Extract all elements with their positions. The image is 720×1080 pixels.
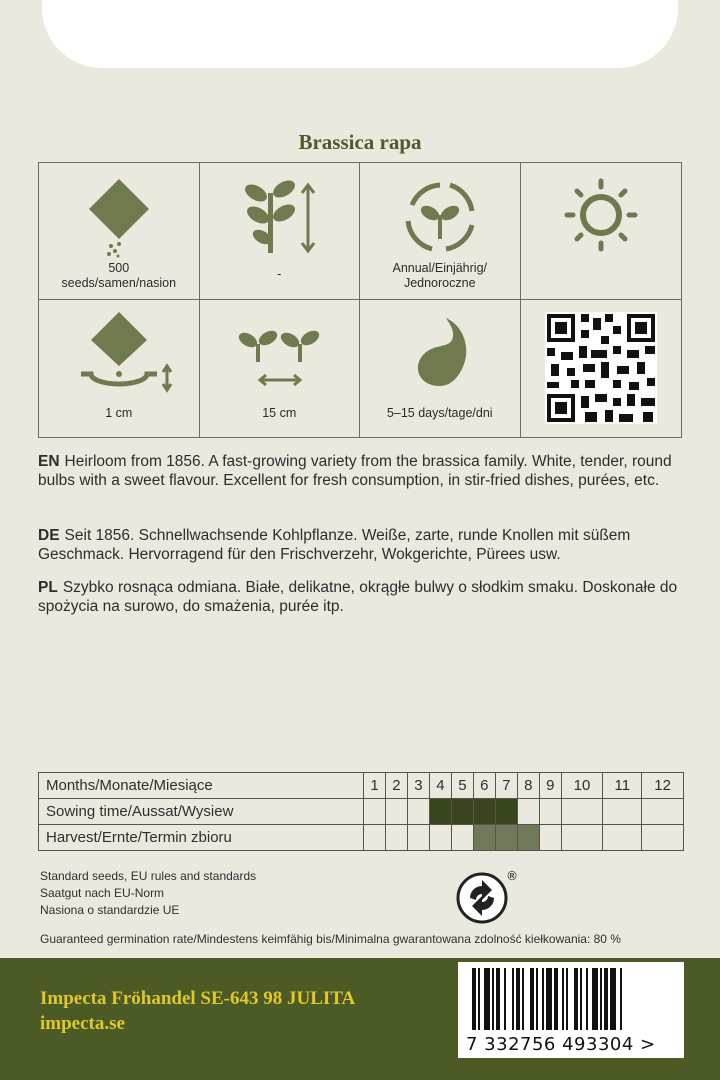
barcode-bar xyxy=(546,968,552,1030)
harvest-month-5 xyxy=(451,825,473,851)
barcode-bar xyxy=(580,968,582,1030)
sowing-month-4 xyxy=(429,799,451,825)
description-pl xyxy=(38,578,688,616)
green-dot-recycle-icon xyxy=(456,866,522,926)
lang-code-en: EN xyxy=(38,453,60,470)
barcode-bars xyxy=(468,968,674,1034)
barcode-bar xyxy=(492,968,494,1030)
barcode-bar xyxy=(592,968,598,1030)
seed-standards xyxy=(40,868,256,919)
barcode-bar xyxy=(472,968,476,1030)
plant-height-label: - xyxy=(277,267,282,281)
sowing-month-6 xyxy=(473,799,495,825)
month-12: 12 xyxy=(642,773,684,799)
month-5: 5 xyxy=(451,773,473,799)
seed-count-label: 500 seeds/samen/nasion xyxy=(61,261,177,290)
barcode-bar xyxy=(496,968,500,1030)
description-text-pl: Szybko rosnąca odmiana. Białe, delikatne, okrągłe bulwy o słodkim smaku. Doskonałe do spożycia na surowo, do smażenia, purée itp. xyxy=(38,579,678,615)
barcode-bar xyxy=(504,968,506,1030)
barcode-bar xyxy=(604,968,608,1030)
harvest-label: Harvest/Ernte/Termin zbioru xyxy=(39,825,364,851)
harvest-month-9 xyxy=(539,825,561,851)
sowing-month-9 xyxy=(539,799,561,825)
barcode-bar xyxy=(542,968,544,1030)
qr-code-icon[interactable] xyxy=(521,300,681,438)
description-text-en: Heirloom from 1856. A fast-growing variety from the brassica family. White, tender, round bulbs with a sweet flavour. Excellent for fresh consumption, in stir-fried dishes, purées, etc. xyxy=(38,453,672,489)
company-address: Impecta Fröhandel SE-643 98 JULITA xyxy=(40,988,356,1009)
standards-line-en: Standard seeds, EU rules and standards xyxy=(40,869,257,883)
barcode-bar xyxy=(530,968,534,1030)
barcode-bar xyxy=(566,968,568,1030)
harvest-month-10 xyxy=(561,825,603,851)
sowing-month-7 xyxy=(495,799,517,825)
description-en xyxy=(38,452,688,490)
barcode-bar xyxy=(512,968,514,1030)
barcode-bar xyxy=(516,968,520,1030)
calendar-harvest-row xyxy=(39,825,684,851)
months-label: Months/Monate/Miesiące xyxy=(39,773,364,799)
seed-count-cell xyxy=(39,163,200,300)
sowing-month-8 xyxy=(517,799,539,825)
harvest-month-1 xyxy=(364,825,386,851)
month-11: 11 xyxy=(603,773,642,799)
harvest-month-12 xyxy=(642,825,684,851)
harvest-month-4 xyxy=(429,825,451,851)
sowing-depth-label: 1 cm xyxy=(105,406,133,420)
sun-icon xyxy=(521,163,681,301)
sowing-month-10 xyxy=(561,799,603,825)
sowing-month-3 xyxy=(407,799,429,825)
lang-code-pl: PL xyxy=(38,579,58,596)
germination-label: 5–15 days/tage/dni xyxy=(386,406,493,420)
barcode-number: 7 332756 493304 > xyxy=(466,1034,656,1055)
footer-address xyxy=(40,986,355,1036)
barcode-bar xyxy=(536,968,538,1030)
month-10: 10 xyxy=(561,773,603,799)
description-de xyxy=(38,526,688,564)
svg-text:®: ® xyxy=(506,869,518,883)
month-7: 7 xyxy=(495,773,517,799)
standards-line-de: Saatgut nach EU-Norm xyxy=(40,886,165,900)
life-cycle-cell xyxy=(360,163,521,300)
species-title: Brassica rapa xyxy=(298,130,422,154)
barcode-bar xyxy=(586,968,588,1030)
description-text-de: Seit 1856. Schnellwachsende Kohlpflanze. Weiße, zarte, runde Knollen mit süßem Geschmack. Hervorragend für den Frischverzehr, Wokgerichte, Pürees usw. xyxy=(38,527,631,563)
harvest-month-7 xyxy=(495,825,517,851)
plant-height-cell xyxy=(200,163,361,300)
month-2: 2 xyxy=(385,773,407,799)
sowing-month-12 xyxy=(642,799,684,825)
sowing-depth-cell xyxy=(39,300,200,437)
month-3: 3 xyxy=(407,773,429,799)
harvest-month-8 xyxy=(517,825,539,851)
germination-guarantee: Guaranteed germination rate/Mindestens keimfähig bis/Minimalna gwarantowana zdolność kiełkowania: 80 % xyxy=(40,932,621,946)
calendar-sowing-row xyxy=(39,799,684,825)
sowing-month-11 xyxy=(603,799,642,825)
month-9: 9 xyxy=(539,773,561,799)
sowing-month-1 xyxy=(364,799,386,825)
life-cycle-label: Annual/Einjährig/ Jednoroczne xyxy=(392,261,487,290)
barcode-bar xyxy=(484,968,490,1030)
harvest-month-11 xyxy=(603,825,642,851)
sowing-month-5 xyxy=(451,799,473,825)
sowing-month-2 xyxy=(385,799,407,825)
plant-spacing-label: 15 cm xyxy=(262,406,297,420)
barcode xyxy=(458,962,684,1058)
germination-cell xyxy=(360,300,521,437)
barcode-bar xyxy=(600,968,602,1030)
harvest-month-3 xyxy=(407,825,429,851)
lang-code-de: DE xyxy=(38,527,60,544)
barcode-bar xyxy=(574,968,578,1030)
qr-cell[interactable] xyxy=(521,300,682,437)
month-8: 8 xyxy=(517,773,539,799)
plant-spacing-cell xyxy=(200,300,361,437)
info-icon-grid xyxy=(38,162,682,438)
barcode-bar xyxy=(620,968,622,1030)
barcode-bar xyxy=(522,968,524,1030)
harvest-month-6 xyxy=(473,825,495,851)
barcode-bar xyxy=(562,968,564,1030)
growing-calendar xyxy=(38,772,684,851)
standards-line-pl: Nasiona o standardzie UE xyxy=(40,903,180,917)
harvest-month-2 xyxy=(385,825,407,851)
barcode-bar xyxy=(610,968,616,1030)
calendar-months-row xyxy=(39,773,684,799)
website-link[interactable]: impecta.se xyxy=(40,1013,125,1034)
barcode-bar xyxy=(554,968,558,1030)
barcode-bar xyxy=(478,968,480,1030)
month-6: 6 xyxy=(473,773,495,799)
sowing-label: Sowing time/Aussat/Wysiew xyxy=(39,799,364,825)
sun-cell xyxy=(521,163,682,300)
month-1: 1 xyxy=(364,773,386,799)
month-4: 4 xyxy=(429,773,451,799)
packet-top-notch xyxy=(42,0,678,68)
